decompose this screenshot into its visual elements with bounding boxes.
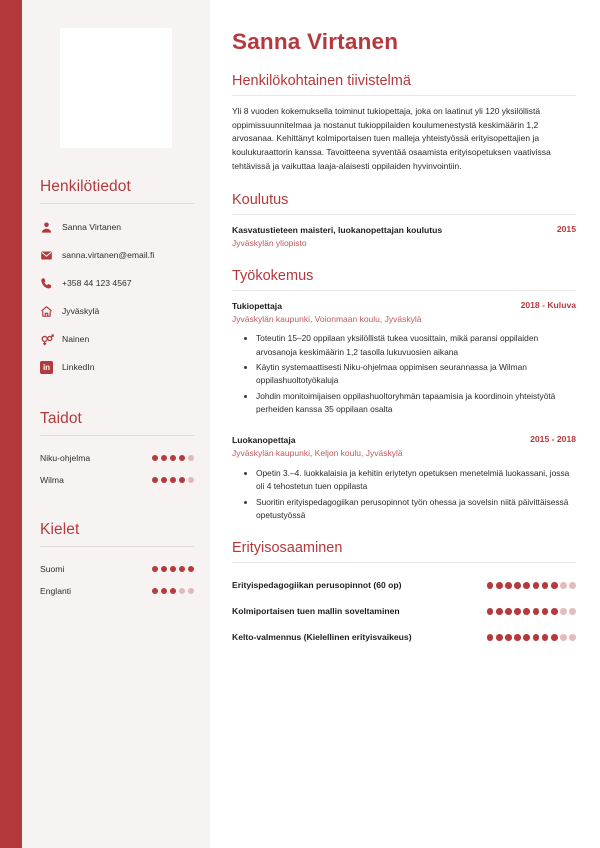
bullet-item: Toteutin 15–20 oppilaan yksilöllistä tukea vuosittain, mikä paransi oppilaiden arvosanoja keskimäärin 1,2 tasolla lukuvuosien aikana <box>254 332 576 359</box>
experience-list <box>232 300 576 523</box>
expertise-label: Erityispedagogiikan perusopinnot (60 op) <box>232 580 402 591</box>
expertise-row <box>232 598 576 624</box>
person-icon <box>40 221 62 234</box>
contact-value: sanna.virtanen@email.fi <box>62 249 155 260</box>
rating-dot <box>152 566 158 572</box>
bullet-item: Suoritin erityispedagogiikan perusopinnot työn ohessa ja sovelsin niitä päivittäisessä opetustyössä <box>254 496 576 523</box>
divider <box>40 546 194 547</box>
rating-dot <box>514 582 521 589</box>
rating-dot <box>523 582 530 589</box>
expertise-dots <box>487 608 576 615</box>
contact-value: Nainen <box>62 333 90 344</box>
divider <box>232 562 576 563</box>
personal-info-heading: Henkilötiedot <box>40 178 131 195</box>
rating-label: Suomi <box>40 564 65 574</box>
bullet-item: Opetin 3.–4. luokkalaisia ja kehitin eriytetyn opetuksen menetelmiä luokassani, jossa oli 4 tehostetun tuen oppilasta <box>254 467 576 494</box>
rating-dot <box>496 582 503 589</box>
rating-label: Englanti <box>40 586 72 596</box>
experience-entry <box>232 434 576 522</box>
rating-dot <box>542 608 549 615</box>
section-title-summary: Henkilökohtainen tiivistelmä <box>232 72 411 89</box>
rating-row <box>40 469 194 491</box>
rating-dots <box>152 477 194 483</box>
rating-row <box>40 580 194 602</box>
rating-dot <box>505 608 512 615</box>
page-title: Sanna Virtanen <box>232 29 399 54</box>
divider <box>40 203 194 204</box>
sidebar <box>22 0 210 848</box>
rating-dot <box>179 588 185 594</box>
expertise-row <box>232 572 576 598</box>
rating-dot <box>551 608 558 615</box>
expertise-list <box>232 572 576 650</box>
section-title-education: Koulutus <box>232 191 289 208</box>
expertise-row <box>232 624 576 650</box>
entry-header <box>232 300 576 312</box>
rating-dot <box>533 634 540 641</box>
bullet-item: Johdin monitoimijaisen oppilashuoltoryhmän tapaamisia ja koordinoin yhteistyötä perheiden kanssa 35 oppilaan osalta <box>254 390 576 417</box>
rating-dot <box>560 582 567 589</box>
rating-dot <box>542 634 549 641</box>
rating-dots <box>152 588 194 594</box>
rating-row <box>40 558 194 580</box>
rating-dot <box>505 634 512 641</box>
linkedin-icon: in <box>40 361 62 374</box>
languages-heading: Kielet <box>40 521 80 538</box>
rating-dot <box>505 582 512 589</box>
divider <box>232 214 576 215</box>
rating-dot <box>152 588 158 594</box>
rating-row <box>40 447 194 469</box>
rating-dot <box>188 588 194 594</box>
rating-dot <box>487 634 494 641</box>
rating-dot <box>179 566 185 572</box>
rating-dot <box>170 566 176 572</box>
envelope-icon <box>40 249 62 262</box>
contact-row <box>40 243 194 268</box>
skills-list <box>40 447 194 491</box>
rating-dot <box>514 634 521 641</box>
rating-label: Wilma <box>40 475 64 485</box>
experience-employer: Jyväskylän kaupunki, Keljon koulu, Jyväskylä <box>232 448 403 459</box>
rating-dot <box>161 477 167 483</box>
rating-dots <box>152 566 194 572</box>
experience-bullets <box>232 332 576 416</box>
expertise-label: Kelto-valmennus (Kielellinen erityisvaikeus) <box>232 632 412 643</box>
rating-dot <box>569 582 576 589</box>
contact-row <box>40 271 194 296</box>
skills-heading: Taidot <box>40 410 82 427</box>
expertise-dots <box>487 634 576 641</box>
contact-row <box>40 299 194 324</box>
entry-header <box>232 224 576 236</box>
expertise-label: Kolmiportaisen tuen mallin soveltaminen <box>232 606 400 617</box>
rating-dot <box>551 634 558 641</box>
rating-dot <box>569 634 576 641</box>
contact-value: Sanna Virtanen <box>62 221 122 232</box>
contact-row <box>40 355 194 380</box>
rating-dot <box>170 455 176 461</box>
rating-dots <box>152 455 194 461</box>
education-institution: Jyväskylän yliopisto <box>232 237 307 248</box>
rating-dot <box>161 455 167 461</box>
home-icon <box>40 305 62 318</box>
rating-dot <box>523 608 530 615</box>
rating-dot <box>569 608 576 615</box>
rating-dot <box>560 608 567 615</box>
gender-icon <box>40 333 62 347</box>
education-entry <box>232 224 576 250</box>
rating-dot <box>170 477 176 483</box>
rating-dot <box>551 582 558 589</box>
rating-dot <box>514 608 521 615</box>
expertise-dots <box>487 582 576 589</box>
experience-date: 2015 - 2018 <box>530 434 576 445</box>
section-title-experience: Työkokemus <box>232 267 314 284</box>
contact-list <box>40 215 194 380</box>
contact-row <box>40 327 194 352</box>
section-title-expertise: Erityisosaaminen <box>232 540 343 557</box>
rating-dot <box>152 455 158 461</box>
rating-dot <box>188 477 194 483</box>
contact-value: LinkedIn <box>62 361 95 372</box>
experience-bullets <box>232 467 576 522</box>
contact-value: +358 44 123 4567 <box>62 277 132 288</box>
experience-title: Tukiopettaja <box>232 300 282 311</box>
education-date: 2015 <box>556 223 576 234</box>
rating-label: Niku-ohjelma <box>40 453 91 463</box>
accent-stripe <box>0 0 22 848</box>
main-content <box>210 0 600 848</box>
rating-dot <box>161 588 167 594</box>
summary-text: Yli 8 vuoden kokemuksella toiminut tukiopettaja, joka on laatinut yli 120 yksilöllistä oppimissuunnitelmaa ja nostanut tukioppilaiden koulumenestystä keskimäärin 1,2 arvosanaa. Kehittänyt kolmiportaisen tuen malleja yhteistyössä erityisopettajien ja koulukuraattorin kanssa. Tavoitteena syventää osaamista erityisopetuksen vaativissa tehtävissä ja vaikuttaa laaja-alaisesti oppilaiden hyvinvointiin. <box>232 105 551 171</box>
divider <box>232 95 576 96</box>
rating-dot <box>170 588 176 594</box>
rating-dot <box>179 455 185 461</box>
contact-value: Jyväskylä <box>62 305 100 316</box>
rating-dot <box>188 455 194 461</box>
contact-row <box>40 215 194 240</box>
rating-dot <box>487 582 494 589</box>
rating-dot <box>533 608 540 615</box>
education-list <box>232 224 576 250</box>
profile-photo-placeholder <box>60 28 172 148</box>
rating-dot <box>542 582 549 589</box>
rating-dot <box>188 566 194 572</box>
rating-dot <box>179 477 185 483</box>
experience-date: 2018 - Kuluva <box>520 299 576 310</box>
rating-dot <box>152 477 158 483</box>
languages-list <box>40 558 194 602</box>
experience-employer: Jyväskylän kaupunki, Voionmaan koulu, Jyväskylä <box>232 313 422 324</box>
rating-dot <box>523 634 530 641</box>
rating-dot <box>496 634 503 641</box>
experience-title: Luokanopettaja <box>232 435 296 446</box>
entry-header <box>232 434 576 446</box>
rating-dot <box>161 566 167 572</box>
rating-dot <box>533 582 540 589</box>
education-title: Kasvatustieteen maisteri, luokanopettajan koulutus <box>232 224 443 235</box>
rating-dot <box>496 608 503 615</box>
rating-dot <box>560 634 567 641</box>
experience-entry <box>232 300 576 433</box>
divider <box>232 290 576 291</box>
rating-dot <box>487 608 494 615</box>
divider <box>40 435 194 436</box>
phone-icon <box>40 277 62 290</box>
bullet-item: Käytin systemaattisesti Niku-ohjelmaa oppimisen seurannassa ja Wilman oppilashuoltotyökaluja <box>254 361 576 388</box>
